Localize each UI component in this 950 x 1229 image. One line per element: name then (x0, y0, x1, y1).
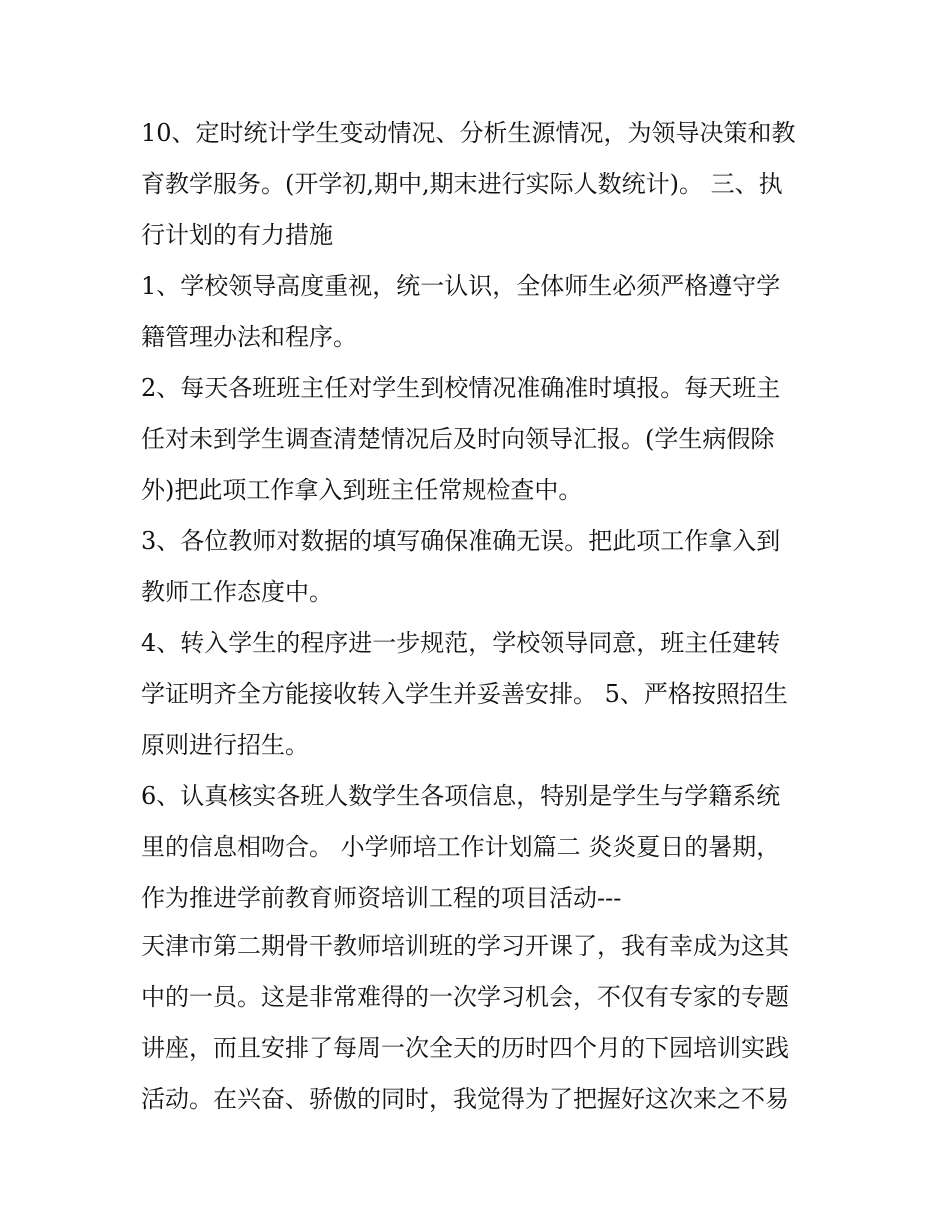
text-line: 2、每天各班班主任对学生到校情况准确准时填报。每天班主 (141, 374, 781, 402)
text-line: 10、定时统计学生变动情况、分析生源情况，为领导决策和教 (141, 119, 796, 147)
text-line: 任对未到学生调查清楚情况后及时向领导汇报。(学生病假除 (141, 425, 775, 453)
text-line: 活动。在兴奋、骄傲的同时，我觉得为了把握好这次来之不易 (141, 1085, 789, 1113)
document-body (141, 108, 821, 1125)
text-line: 育教学服务。(开学初,期中,期末进行实际人数统计)。 三、执 (141, 170, 783, 198)
text-line: 行计划的有力措施 (141, 221, 333, 249)
text-line: 籍管理办法和程序。 (141, 323, 357, 351)
text-line: 3、各位教师对数据的填写确保准确无误。把此项工作拿入到 (141, 527, 781, 555)
text-line: 学证明齐全方能接收转入学生并妥善安排。 5、严格按照招生 (141, 680, 788, 708)
text-line: 教师工作态度中。 (141, 578, 333, 606)
text-line: 作为推进学前教育师资培训工程的项目活动--- (141, 884, 622, 912)
text-line: 外)把此项工作拿入到班主任常规检查中。 (141, 476, 583, 504)
text-line: 天津市第二期骨干教师培训班的学习开课了，我有幸成为这其 (141, 932, 789, 960)
text-line: 1、学校领导高度重视，统一认识，全体师生必须严格遵守学 (141, 272, 781, 300)
text-line: 讲座，而且安排了每周一次全天的历时四个月的下园培训实践 (141, 1034, 789, 1062)
text-line: 中的一员。这是非常难得的一次学习机会，不仅有专家的专题 (141, 983, 789, 1011)
text-line: 6、认真核实各班人数学生各项信息，特别是学生与学籍系统 (141, 782, 781, 810)
text-line: 里的信息相吻合。 小学师培工作计划篇二 炎炎夏日的暑期， (141, 833, 781, 861)
text-line: 原则进行招生。 (141, 731, 309, 759)
text-line: 4、转入学生的程序进一步规范，学校领导同意，班主任建转 (141, 629, 781, 657)
